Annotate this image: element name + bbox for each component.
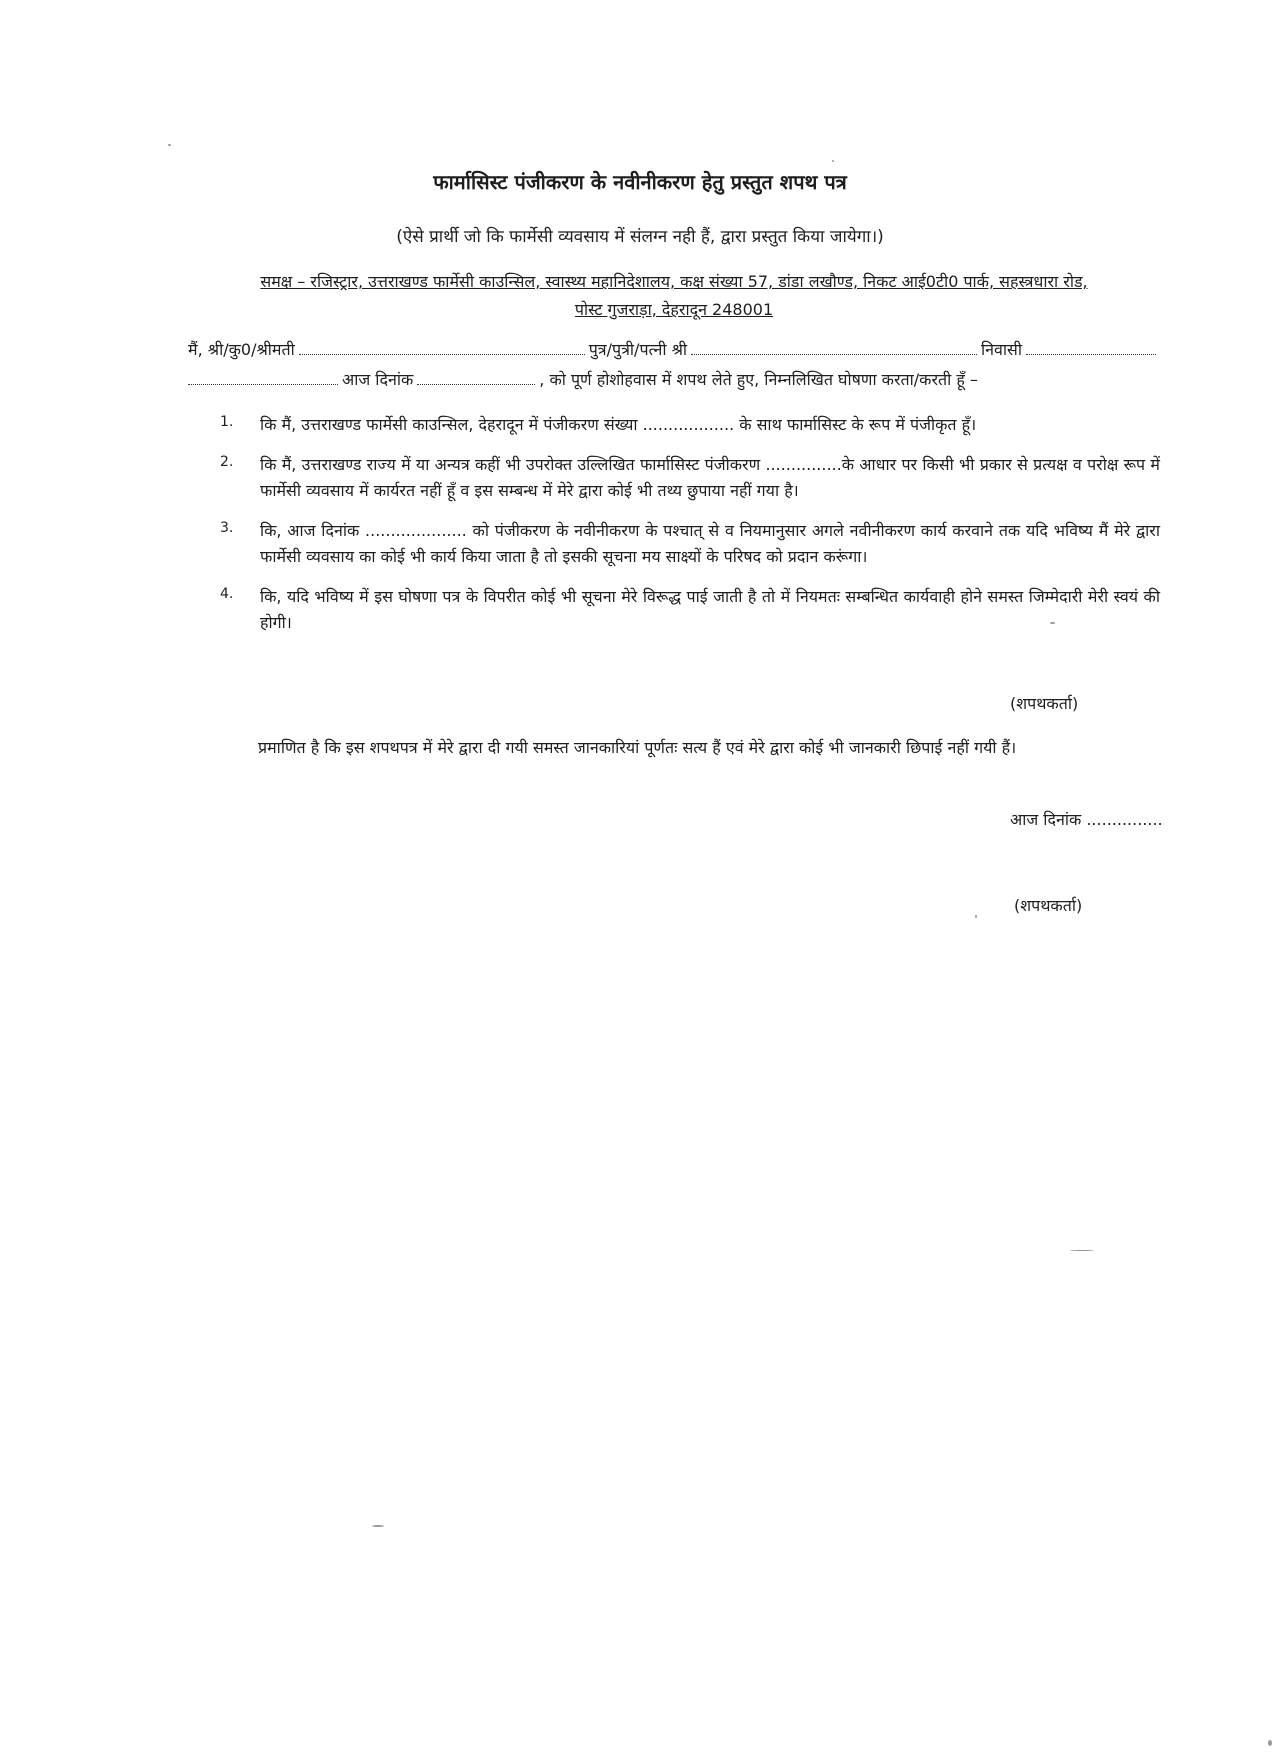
name-blank (299, 340, 585, 355)
declaration-list (220, 412, 1160, 650)
today-date-label: आज दिनांक (342, 370, 414, 389)
scan-speck (168, 144, 171, 146)
item-text: कि मैं, उत्तराखण्ड राज्य में या अन्यत्र कहीं भी उपरोक्त उल्लिखित फार्मासिस्ट पंजीकरण ...............के आधार पर किसी भी प्रकार से प्रत्यक्ष व परोक्ष रूप में फार्मेसी व्यवसाय में कार्यरत नहीं हूँ व इस सम्बन्ध में मेरे द्वारा कोई भी तथ्य छुपाया नहीं गया है। (260, 455, 1160, 500)
scan-speck (372, 1525, 384, 1527)
list-item (220, 584, 1160, 636)
certification-text: प्रमाणित है कि इस शपथपत्र में मेरे द्वारा दी गयी समस्त जानकारियां पूर्णतः सत्य हैं एवं मेरे द्वारा कोई भी जानकारी छिपाई नहीं गयी हैं। (258, 738, 1017, 757)
scan-speck (1268, 1740, 1272, 1746)
item-text: कि, यदि भविष्य में इस घोषणा पत्र के विपरीत कोई भी सूचना मेरे विरूद्ध पाई जाती है तो में नियमतः सम्बन्धित कार्यवाही होने समस्त जिम्मेदारी मेरी स्वयं की होगी। (260, 587, 1160, 632)
date-blank (417, 370, 535, 385)
relation-label: पुत्र/पुत्री/पत्नी श्री (588, 340, 688, 359)
list-item (220, 518, 1160, 570)
item-number: 3. (220, 520, 234, 536)
signature-label-2: (शपथकर्ता) (1014, 896, 1083, 915)
address-line-1: समक्ष – रजिस्ट्रार, उत्तराखण्ड फार्मेसी काउन्सिल, स्वास्थ्य महानिदेशालय, कक्ष संख्या 57, डांडा लखौण्ड, निकट आई0टी0 पार्क, सहस्त्रधारा रोड, (260, 272, 1088, 291)
address-blank (188, 370, 338, 385)
list-item (220, 412, 1160, 438)
address-line-2: पोस्ट गुजराड़ा, देहरादून 248001 (574, 300, 774, 319)
scan-speck (1050, 622, 1055, 624)
resident-blank (1026, 340, 1156, 355)
item-number: 4. (220, 586, 234, 602)
item-number: 1. (220, 414, 234, 430)
scan-speck (832, 160, 834, 162)
list-item (220, 452, 1160, 504)
scan-speck (975, 915, 977, 918)
relation-name-blank (691, 340, 977, 355)
item-text: कि मैं, उत्तराखण्ड फार्मेसी काउन्सिल, देहरादून में पंजीकरण संख्या .................. के साथ फार्मासिस्ट के रूप में पंजीकृत हूँ। (260, 415, 977, 434)
declarant-line-2 (188, 368, 1160, 398)
document-subtitle: (ऐसे प्रार्थी जो कि फार्मेसी व्यवसाय में संलग्न नही हैं, द्वारा प्रस्तुत किया जायेगा।) (396, 227, 884, 247)
scan-speck (1070, 1250, 1094, 1251)
resident-label: निवासी (980, 340, 1022, 359)
signature-label-1: (शपथकर्ता) (1010, 694, 1079, 713)
item-text: कि, आज दिनांक .................... को पंजीकरण के नवीनीकरण के पश्चात् से व नियमानुसार अगले नवीनीकरण कार्य करवाने तक यदि भविष्य मैं मेरे द्वारा फार्मेसी व्यवसाय का कोई भी कार्य किया जाता है तो इसकी सूचना मय साक्ष्यों के परिषद को प्रदान करूंगा। (260, 521, 1160, 566)
declarant-line-1 (188, 338, 1160, 368)
oath-text: , को पूर्ण होशोहवास में शपथ लेते हुए, निम्नलिखित घोषणा करता/करती हूँ – (539, 370, 978, 389)
declarant-prefix: मैं, श्री/कु0/श्रीमती (188, 340, 295, 359)
addressee-block (188, 268, 1160, 324)
bottom-date: आज दिनांक ............... (1010, 810, 1163, 829)
item-number: 2. (220, 454, 234, 470)
document-title: फार्मासिस्ट पंजीकरण के नवीनीकरण हेतु प्रस्तुत शपथ पत्र (433, 170, 847, 194)
